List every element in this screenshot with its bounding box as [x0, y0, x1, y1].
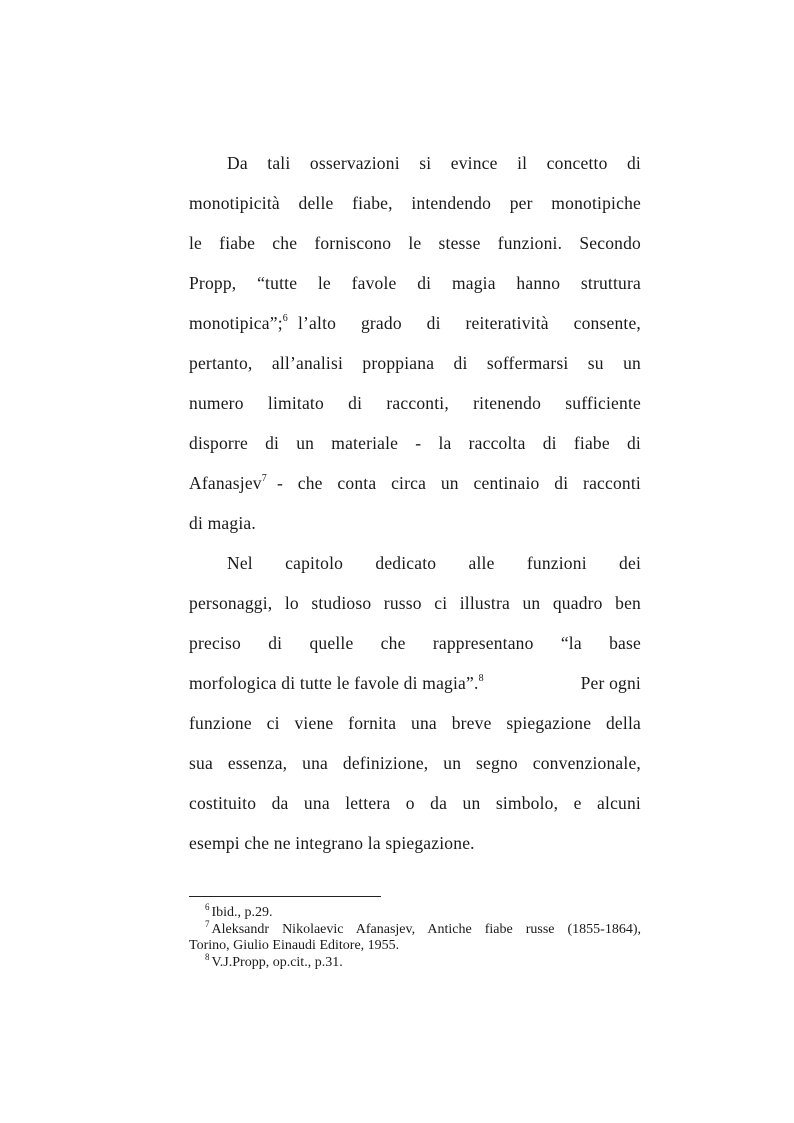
- body-line: [189, 312, 641, 334]
- body-line: disporre di un materiale - la raccolta di fiabe di: [189, 433, 641, 453]
- body-line: monotipicità delle fiabe, intendendo per monotipiche: [189, 193, 641, 213]
- footnote-number: 8: [205, 952, 210, 962]
- body-line-segment: monotipica”;$^6$: [189, 313, 288, 333]
- footnote-ref-6: 6: [282, 313, 288, 324]
- body-line: funzione ci viene fornita una breve spiegazione della: [189, 713, 641, 733]
- body-line: di magia.: [189, 513, 256, 533]
- body-line-segment: - che conta circa un centinaio di racconti: [276, 473, 641, 493]
- body-line: sua essenza, una definizione, un segno convenzionale,: [189, 753, 641, 773]
- body-line: personaggi, lo studioso russo ci illustra un quadro ben: [189, 593, 641, 613]
- body-line: Nel capitolo dedicato alle funzioni dei: [227, 553, 641, 573]
- body-line: [189, 472, 641, 494]
- footnote-number: 6: [205, 902, 210, 912]
- body-line-segment: Afanasjev$^7$: [189, 473, 267, 493]
- body-line: [189, 672, 641, 694]
- footnote-8: [205, 952, 641, 971]
- body-line-segment: Per ogni: [580, 673, 641, 693]
- footnote-number: 7: [205, 919, 210, 929]
- footnote-ref-7: 7: [261, 473, 267, 484]
- body-line: pertanto, all’analisi proppiana di soffermarsi su un: [189, 353, 641, 373]
- footnote-7: [205, 919, 641, 938]
- footnote-text: Ibid., p.29.: [211, 905, 273, 920]
- body-line: esempi che ne integrano la spiegazione.: [189, 833, 475, 853]
- footnote-separator: [189, 896, 381, 897]
- body-line-segment: morfologica di tutte le favole di magia”.$^8$: [189, 673, 484, 693]
- footnote-7-continued: Torino, Giulio Einaudi Editore, 1955.: [189, 938, 400, 953]
- body-line: Propp, “tutte le favole di magia hanno struttura: [189, 273, 641, 293]
- body-line: Da tali osservazioni si evince il concetto di: [227, 153, 641, 173]
- footnote-ref-8: 8: [478, 673, 484, 684]
- footnote-6: [205, 902, 641, 921]
- body-line-segment: l’alto grado di reiteratività consente,: [297, 313, 641, 333]
- body-line: numero limitato di racconti, ritenendo sufficiente: [189, 393, 641, 413]
- footnote-text: Aleksandr Nikolaevic Afanasjev, Antiche fiabe russe (1855-1864),: [211, 922, 641, 937]
- body-line: costituito da una lettera o da un simbolo, e alcuni: [189, 793, 641, 813]
- body-line: preciso di quelle che rappresentano “la base: [189, 633, 641, 653]
- footnote-text: V.J.Propp, op.cit., p.31.: [211, 955, 343, 970]
- body-line: le fiabe che forniscono le stesse funzioni. Secondo: [189, 233, 641, 253]
